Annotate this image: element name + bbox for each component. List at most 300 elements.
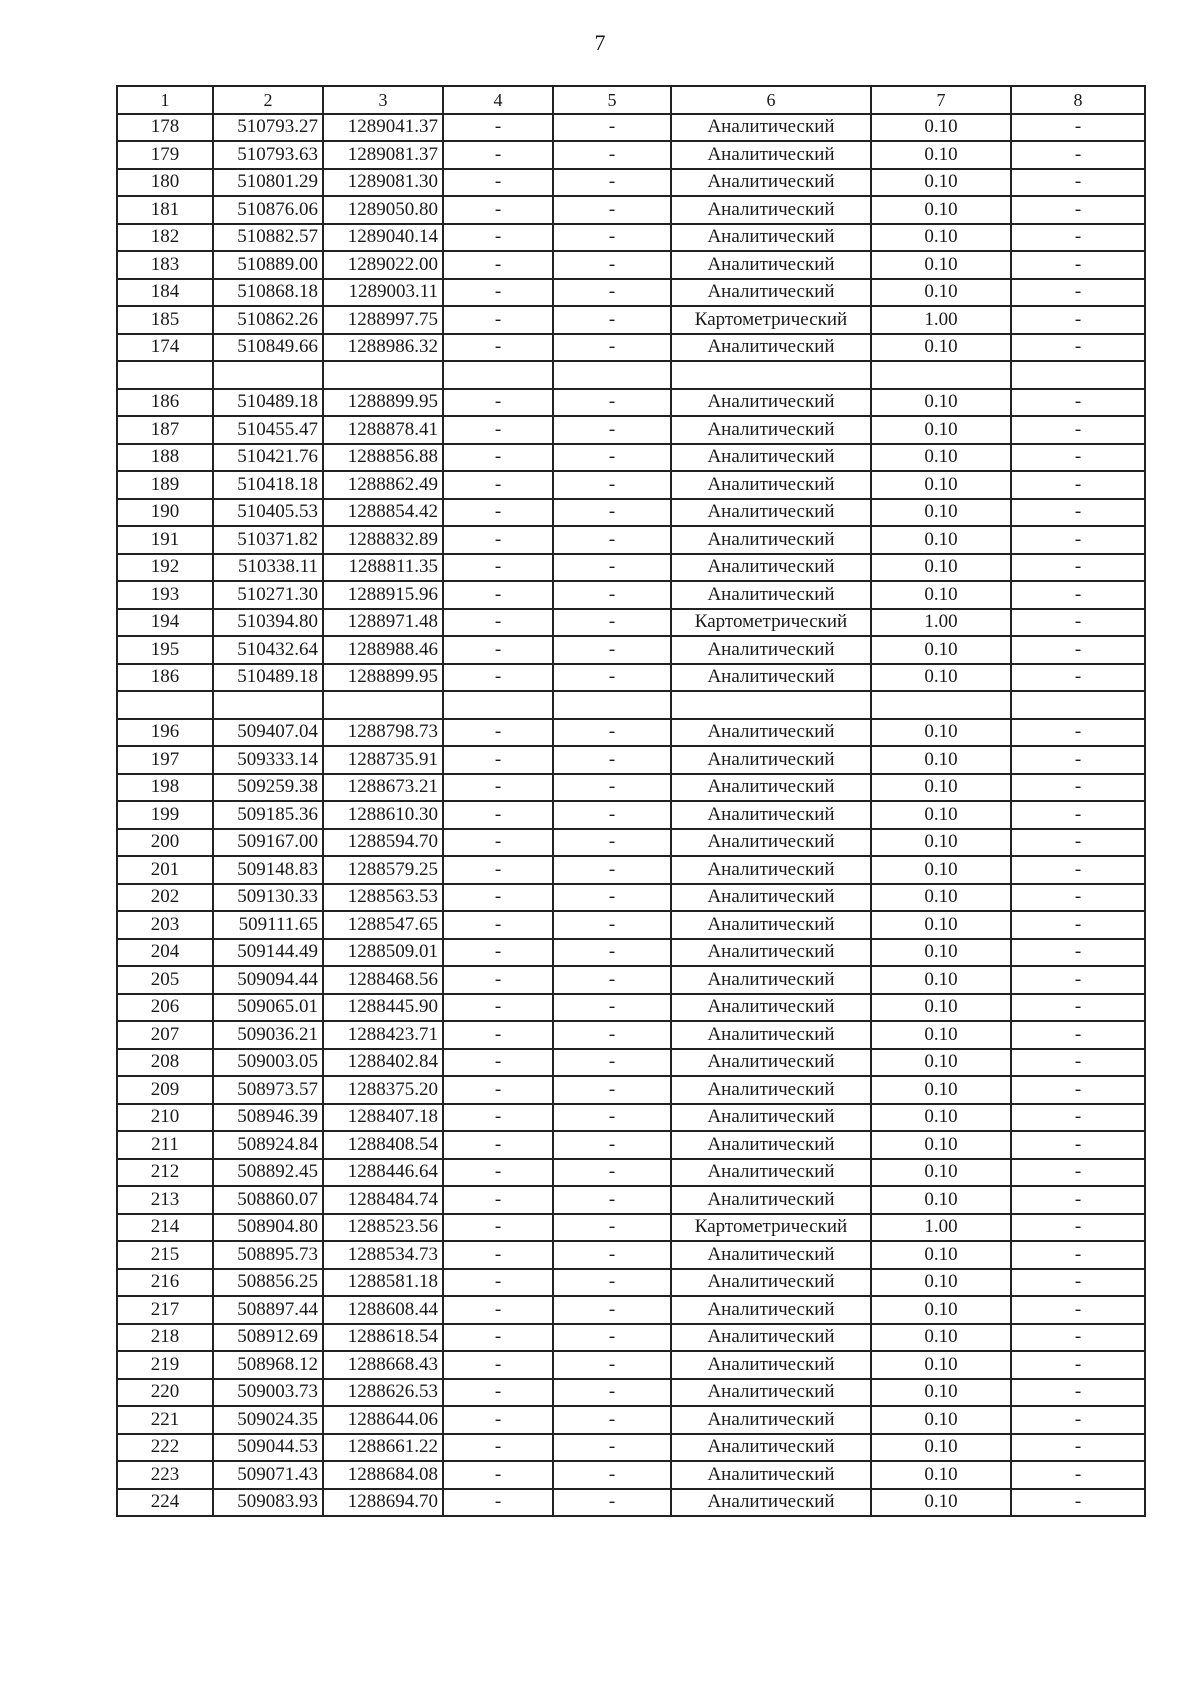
column-5-cell: -: [553, 939, 671, 967]
column-8-cell: -: [1011, 1214, 1145, 1242]
accuracy-cell: 0.10: [871, 1021, 1011, 1049]
table-row: [117, 361, 1145, 389]
column-8-cell: -: [1011, 801, 1145, 829]
column-5-cell: -: [553, 1076, 671, 1104]
method-cell: Аналитический: [671, 416, 871, 444]
column-5-cell: -: [553, 279, 671, 307]
column-4-cell: -: [443, 196, 553, 224]
column-8-cell: -: [1011, 471, 1145, 499]
column-5-cell: -: [553, 499, 671, 527]
column-4-cell: -: [443, 1021, 553, 1049]
method-cell: Аналитический: [671, 526, 871, 554]
column-8-cell: -: [1011, 939, 1145, 967]
point-number-cell: 179: [117, 141, 213, 169]
y-coordinate-cell: 1289022.00: [323, 251, 443, 279]
point-number-cell: 202: [117, 884, 213, 912]
point-number-cell: 222: [117, 1434, 213, 1462]
method-cell: Аналитический: [671, 1434, 871, 1462]
column-4-cell: -: [443, 1159, 553, 1187]
column-5-cell: -: [553, 994, 671, 1022]
column-4-cell: -: [443, 251, 553, 279]
accuracy-cell: 0.10: [871, 1351, 1011, 1379]
table-row: [117, 609, 1145, 637]
column-5-cell: -: [553, 1406, 671, 1434]
y-coordinate-cell: 1288608.44: [323, 1296, 443, 1324]
y-coordinate-cell: 1288684.08: [323, 1461, 443, 1489]
column-8-cell: -: [1011, 1131, 1145, 1159]
method-cell: Аналитический: [671, 1186, 871, 1214]
table-row: [117, 774, 1145, 802]
column-5-cell: -: [553, 1049, 671, 1077]
table-body: [117, 86, 1145, 1516]
table-row: [117, 719, 1145, 747]
table-row: [117, 1214, 1145, 1242]
y-coordinate-cell: 1288626.53: [323, 1379, 443, 1407]
accuracy-cell: 0.10: [871, 1186, 1011, 1214]
accuracy-cell: 0.10: [871, 1461, 1011, 1489]
column-5-cell: -: [553, 856, 671, 884]
y-coordinate-cell: 1288832.89: [323, 526, 443, 554]
method-cell: Аналитический: [671, 114, 871, 142]
column-8-cell: -: [1011, 279, 1145, 307]
table-row: [117, 554, 1145, 582]
column-8-cell: -: [1011, 1076, 1145, 1104]
table-header-row: [117, 86, 1145, 114]
y-coordinate-cell: 1288579.25: [323, 856, 443, 884]
method-cell: Аналитический: [671, 389, 871, 417]
column-4-cell: -: [443, 1489, 553, 1517]
table-row: [117, 526, 1145, 554]
x-coordinate-cell: 508912.69: [213, 1324, 323, 1352]
point-number-cell: 199: [117, 801, 213, 829]
y-coordinate-cell: 1288798.73: [323, 719, 443, 747]
point-number-cell: 183: [117, 251, 213, 279]
table-row: [117, 1049, 1145, 1077]
column-8-cell: -: [1011, 1021, 1145, 1049]
method-cell: Аналитический: [671, 746, 871, 774]
column-8-cell: -: [1011, 719, 1145, 747]
table-row: [117, 471, 1145, 499]
x-coordinate-cell: 510394.80: [213, 609, 323, 637]
x-coordinate-cell: 510489.18: [213, 664, 323, 692]
column-5-cell: -: [553, 389, 671, 417]
accuracy-cell: 0.10: [871, 829, 1011, 857]
table-row: [117, 499, 1145, 527]
column-8-cell: -: [1011, 829, 1145, 857]
column-5-cell: -: [553, 1186, 671, 1214]
column-8-cell: -: [1011, 196, 1145, 224]
accuracy-cell: 1.00: [871, 1214, 1011, 1242]
point-number-cell: 210: [117, 1104, 213, 1132]
point-number-cell: 197: [117, 746, 213, 774]
accuracy-cell: 0.10: [871, 1159, 1011, 1187]
table-row: [117, 994, 1145, 1022]
method-cell: Аналитический: [671, 774, 871, 802]
x-coordinate-cell: 510882.57: [213, 224, 323, 252]
point-number-cell: 184: [117, 279, 213, 307]
point-number-cell: 187: [117, 416, 213, 444]
y-coordinate-cell: 1288408.54: [323, 1131, 443, 1159]
table-row: [117, 251, 1145, 279]
method-cell: Аналитический: [671, 966, 871, 994]
method-cell: Аналитический: [671, 1241, 871, 1269]
method-cell: Аналитический: [671, 499, 871, 527]
table-row: [117, 1351, 1145, 1379]
x-coordinate-cell: 508946.39: [213, 1104, 323, 1132]
accuracy-cell: 0.10: [871, 1241, 1011, 1269]
y-coordinate-cell: 1288523.56: [323, 1214, 443, 1242]
column-4-cell: -: [443, 1186, 553, 1214]
accuracy-cell: 0.10: [871, 471, 1011, 499]
point-number-cell: 223: [117, 1461, 213, 1489]
x-coordinate-cell: [213, 691, 323, 719]
table-row: [117, 306, 1145, 334]
column-header: 1: [117, 86, 213, 114]
accuracy-cell: 0.10: [871, 279, 1011, 307]
y-coordinate-cell: 1288811.35: [323, 554, 443, 582]
table-row: [117, 169, 1145, 197]
accuracy-cell: 0.10: [871, 746, 1011, 774]
method-cell: Аналитический: [671, 1076, 871, 1104]
point-number-cell: 204: [117, 939, 213, 967]
column-8-cell: -: [1011, 774, 1145, 802]
column-4-cell: -: [443, 169, 553, 197]
table-row: [117, 911, 1145, 939]
table-row: [117, 444, 1145, 472]
column-4-cell: -: [443, 1324, 553, 1352]
accuracy-cell: [871, 361, 1011, 389]
point-number-cell: 188: [117, 444, 213, 472]
point-number-cell: 219: [117, 1351, 213, 1379]
accuracy-cell: 0.10: [871, 1104, 1011, 1132]
column-4-cell: -: [443, 141, 553, 169]
x-coordinate-cell: 508860.07: [213, 1186, 323, 1214]
point-number-cell: 193: [117, 581, 213, 609]
table-row: [117, 196, 1145, 224]
x-coordinate-cell: 510455.47: [213, 416, 323, 444]
column-8-cell: -: [1011, 306, 1145, 334]
column-5-cell: -: [553, 664, 671, 692]
column-5-cell: -: [553, 1461, 671, 1489]
column-5-cell: -: [553, 911, 671, 939]
x-coordinate-cell: 509185.36: [213, 801, 323, 829]
accuracy-cell: 0.10: [871, 389, 1011, 417]
point-number-cell: 186: [117, 664, 213, 692]
column-8-cell: -: [1011, 1461, 1145, 1489]
column-5-cell: -: [553, 746, 671, 774]
column-8-cell: -: [1011, 581, 1145, 609]
accuracy-cell: 0.10: [871, 939, 1011, 967]
point-number-cell: 206: [117, 994, 213, 1022]
accuracy-cell: 1.00: [871, 306, 1011, 334]
table-row: [117, 1241, 1145, 1269]
column-4-cell: -: [443, 719, 553, 747]
column-5-cell: -: [553, 251, 671, 279]
x-coordinate-cell: 509407.04: [213, 719, 323, 747]
x-coordinate-cell: 508895.73: [213, 1241, 323, 1269]
method-cell: Аналитический: [671, 334, 871, 362]
column-8-cell: -: [1011, 1269, 1145, 1297]
coordinates-table: [116, 85, 1146, 1517]
table-row: [117, 856, 1145, 884]
column-4-cell: -: [443, 1241, 553, 1269]
x-coordinate-cell: 509071.43: [213, 1461, 323, 1489]
column-5-cell: -: [553, 1104, 671, 1132]
x-coordinate-cell: 510489.18: [213, 389, 323, 417]
point-number-cell: 190: [117, 499, 213, 527]
method-cell: Аналитический: [671, 1159, 871, 1187]
column-8-cell: -: [1011, 416, 1145, 444]
column-8-cell: -: [1011, 141, 1145, 169]
column-4-cell: -: [443, 306, 553, 334]
x-coordinate-cell: 510862.26: [213, 306, 323, 334]
column-4-cell: -: [443, 444, 553, 472]
accuracy-cell: 0.10: [871, 1324, 1011, 1352]
method-cell: Аналитический: [671, 224, 871, 252]
accuracy-cell: 0.10: [871, 1406, 1011, 1434]
point-number-cell: 200: [117, 829, 213, 857]
table-row: [117, 1489, 1145, 1517]
column-4-cell: -: [443, 994, 553, 1022]
x-coordinate-cell: 509094.44: [213, 966, 323, 994]
column-4-cell: -: [443, 554, 553, 582]
y-coordinate-cell: 1288375.20: [323, 1076, 443, 1104]
column-4-cell: [443, 361, 553, 389]
y-coordinate-cell: 1288468.56: [323, 966, 443, 994]
column-8-cell: -: [1011, 114, 1145, 142]
y-coordinate-cell: 1288854.42: [323, 499, 443, 527]
method-cell: Аналитический: [671, 251, 871, 279]
method-cell: Аналитический: [671, 279, 871, 307]
y-coordinate-cell: 1288618.54: [323, 1324, 443, 1352]
column-4-cell: -: [443, 1076, 553, 1104]
column-8-cell: -: [1011, 1049, 1145, 1077]
column-5-cell: -: [553, 1434, 671, 1462]
x-coordinate-cell: 509148.83: [213, 856, 323, 884]
column-8-cell: -: [1011, 1379, 1145, 1407]
method-cell: Аналитический: [671, 554, 871, 582]
column-4-cell: -: [443, 609, 553, 637]
x-coordinate-cell: 508968.12: [213, 1351, 323, 1379]
x-coordinate-cell: 509024.35: [213, 1406, 323, 1434]
column-5-cell: -: [553, 1296, 671, 1324]
column-5-cell: -: [553, 554, 671, 582]
y-coordinate-cell: 1289040.14: [323, 224, 443, 252]
column-5-cell: -: [553, 581, 671, 609]
column-5-cell: -: [553, 609, 671, 637]
y-coordinate-cell: 1288735.91: [323, 746, 443, 774]
method-cell: [671, 361, 871, 389]
accuracy-cell: 0.10: [871, 1131, 1011, 1159]
point-number-cell: 195: [117, 636, 213, 664]
method-cell: Аналитический: [671, 1324, 871, 1352]
column-8-cell: -: [1011, 911, 1145, 939]
column-8-cell: -: [1011, 1104, 1145, 1132]
table-row: [117, 334, 1145, 362]
accuracy-cell: 0.10: [871, 884, 1011, 912]
x-coordinate-cell: 510338.11: [213, 554, 323, 582]
column-8-cell: [1011, 361, 1145, 389]
accuracy-cell: 0.10: [871, 169, 1011, 197]
column-8-cell: -: [1011, 884, 1145, 912]
column-4-cell: -: [443, 664, 553, 692]
y-coordinate-cell: 1288673.21: [323, 774, 443, 802]
table-row: [117, 1324, 1145, 1352]
column-8-cell: -: [1011, 664, 1145, 692]
method-cell: Аналитический: [671, 1269, 871, 1297]
accuracy-cell: 0.10: [871, 1434, 1011, 1462]
point-number-cell: 186: [117, 389, 213, 417]
method-cell: Аналитический: [671, 664, 871, 692]
y-coordinate-cell: 1288997.75: [323, 306, 443, 334]
point-number-cell: 191: [117, 526, 213, 554]
point-number-cell: [117, 691, 213, 719]
column-5-cell: -: [553, 416, 671, 444]
column-8-cell: -: [1011, 1159, 1145, 1187]
x-coordinate-cell: 508856.25: [213, 1269, 323, 1297]
point-number-cell: 192: [117, 554, 213, 582]
point-number-cell: 174: [117, 334, 213, 362]
accuracy-cell: 0.10: [871, 1269, 1011, 1297]
point-number-cell: 215: [117, 1241, 213, 1269]
column-4-cell: -: [443, 114, 553, 142]
column-5-cell: -: [553, 1214, 671, 1242]
accuracy-cell: 0.10: [871, 911, 1011, 939]
column-header: 7: [871, 86, 1011, 114]
y-coordinate-cell: 1288547.65: [323, 911, 443, 939]
y-coordinate-cell: 1288856.88: [323, 444, 443, 472]
table-row: [117, 746, 1145, 774]
column-header: 8: [1011, 86, 1145, 114]
y-coordinate-cell: 1288988.46: [323, 636, 443, 664]
accuracy-cell: 0.10: [871, 581, 1011, 609]
x-coordinate-cell: 509130.33: [213, 884, 323, 912]
accuracy-cell: 0.10: [871, 499, 1011, 527]
table-row: [117, 1186, 1145, 1214]
column-header: 6: [671, 86, 871, 114]
column-8-cell: -: [1011, 856, 1145, 884]
table-row: [117, 416, 1145, 444]
y-coordinate-cell: 1288899.95: [323, 389, 443, 417]
accuracy-cell: 0.10: [871, 526, 1011, 554]
column-4-cell: -: [443, 1131, 553, 1159]
column-4-cell: -: [443, 1104, 553, 1132]
column-4-cell: -: [443, 966, 553, 994]
table-row: [117, 114, 1145, 142]
table-row: [117, 1104, 1145, 1132]
column-5-cell: -: [553, 224, 671, 252]
x-coordinate-cell: 510405.53: [213, 499, 323, 527]
x-coordinate-cell: [213, 361, 323, 389]
x-coordinate-cell: 508973.57: [213, 1076, 323, 1104]
point-number-cell: 224: [117, 1489, 213, 1517]
accuracy-cell: 0.10: [871, 1076, 1011, 1104]
method-cell: Аналитический: [671, 994, 871, 1022]
point-number-cell: 220: [117, 1379, 213, 1407]
point-number-cell: 203: [117, 911, 213, 939]
y-coordinate-cell: 1288509.01: [323, 939, 443, 967]
method-cell: Аналитический: [671, 1049, 871, 1077]
column-4-cell: -: [443, 1406, 553, 1434]
y-coordinate-cell: 1288668.43: [323, 1351, 443, 1379]
column-4-cell: -: [443, 224, 553, 252]
accuracy-cell: 0.10: [871, 444, 1011, 472]
column-4-cell: -: [443, 1461, 553, 1489]
point-number-cell: 180: [117, 169, 213, 197]
table-row: [117, 829, 1145, 857]
table-row: [117, 1406, 1145, 1434]
point-number-cell: 218: [117, 1324, 213, 1352]
column-5-cell: -: [553, 829, 671, 857]
method-cell: Аналитический: [671, 884, 871, 912]
y-coordinate-cell: 1288915.96: [323, 581, 443, 609]
method-cell: Картометрический: [671, 306, 871, 334]
accuracy-cell: 0.10: [871, 251, 1011, 279]
table-row: [117, 224, 1145, 252]
table-row: [117, 279, 1145, 307]
y-coordinate-cell: 1288484.74: [323, 1186, 443, 1214]
column-5-cell: -: [553, 1324, 671, 1352]
column-8-cell: -: [1011, 169, 1145, 197]
x-coordinate-cell: 510271.30: [213, 581, 323, 609]
table-row: [117, 1269, 1145, 1297]
method-cell: Аналитический: [671, 1021, 871, 1049]
table-row: [117, 884, 1145, 912]
column-5-cell: -: [553, 774, 671, 802]
y-coordinate-cell: 1288694.70: [323, 1489, 443, 1517]
column-8-cell: [1011, 691, 1145, 719]
column-4-cell: -: [443, 884, 553, 912]
x-coordinate-cell: 510371.82: [213, 526, 323, 554]
point-number-cell: 217: [117, 1296, 213, 1324]
method-cell: Аналитический: [671, 719, 871, 747]
column-8-cell: -: [1011, 636, 1145, 664]
column-8-cell: -: [1011, 746, 1145, 774]
accuracy-cell: 0.10: [871, 554, 1011, 582]
column-5-cell: -: [553, 719, 671, 747]
accuracy-cell: 0.10: [871, 334, 1011, 362]
x-coordinate-cell: 510876.06: [213, 196, 323, 224]
point-number-cell: 198: [117, 774, 213, 802]
column-5-cell: -: [553, 1269, 671, 1297]
x-coordinate-cell: 509333.14: [213, 746, 323, 774]
column-5-cell: -: [553, 471, 671, 499]
column-4-cell: -: [443, 279, 553, 307]
column-5-cell: -: [553, 169, 671, 197]
y-coordinate-cell: 1288445.90: [323, 994, 443, 1022]
y-coordinate-cell: 1288446.64: [323, 1159, 443, 1187]
y-coordinate-cell: 1289081.30: [323, 169, 443, 197]
column-header: 3: [323, 86, 443, 114]
point-number-cell: 182: [117, 224, 213, 252]
column-4-cell: -: [443, 746, 553, 774]
column-4-cell: -: [443, 856, 553, 884]
method-cell: Аналитический: [671, 1296, 871, 1324]
y-coordinate-cell: 1288878.41: [323, 416, 443, 444]
point-number-cell: 212: [117, 1159, 213, 1187]
column-8-cell: -: [1011, 1489, 1145, 1517]
accuracy-cell: 0.10: [871, 664, 1011, 692]
column-4-cell: -: [443, 939, 553, 967]
column-4-cell: -: [443, 636, 553, 664]
y-coordinate-cell: 1288610.30: [323, 801, 443, 829]
table-row: [117, 1131, 1145, 1159]
x-coordinate-cell: 509065.01: [213, 994, 323, 1022]
x-coordinate-cell: 509036.21: [213, 1021, 323, 1049]
y-coordinate-cell: 1289041.37: [323, 114, 443, 142]
column-5-cell: -: [553, 114, 671, 142]
column-8-cell: -: [1011, 1351, 1145, 1379]
